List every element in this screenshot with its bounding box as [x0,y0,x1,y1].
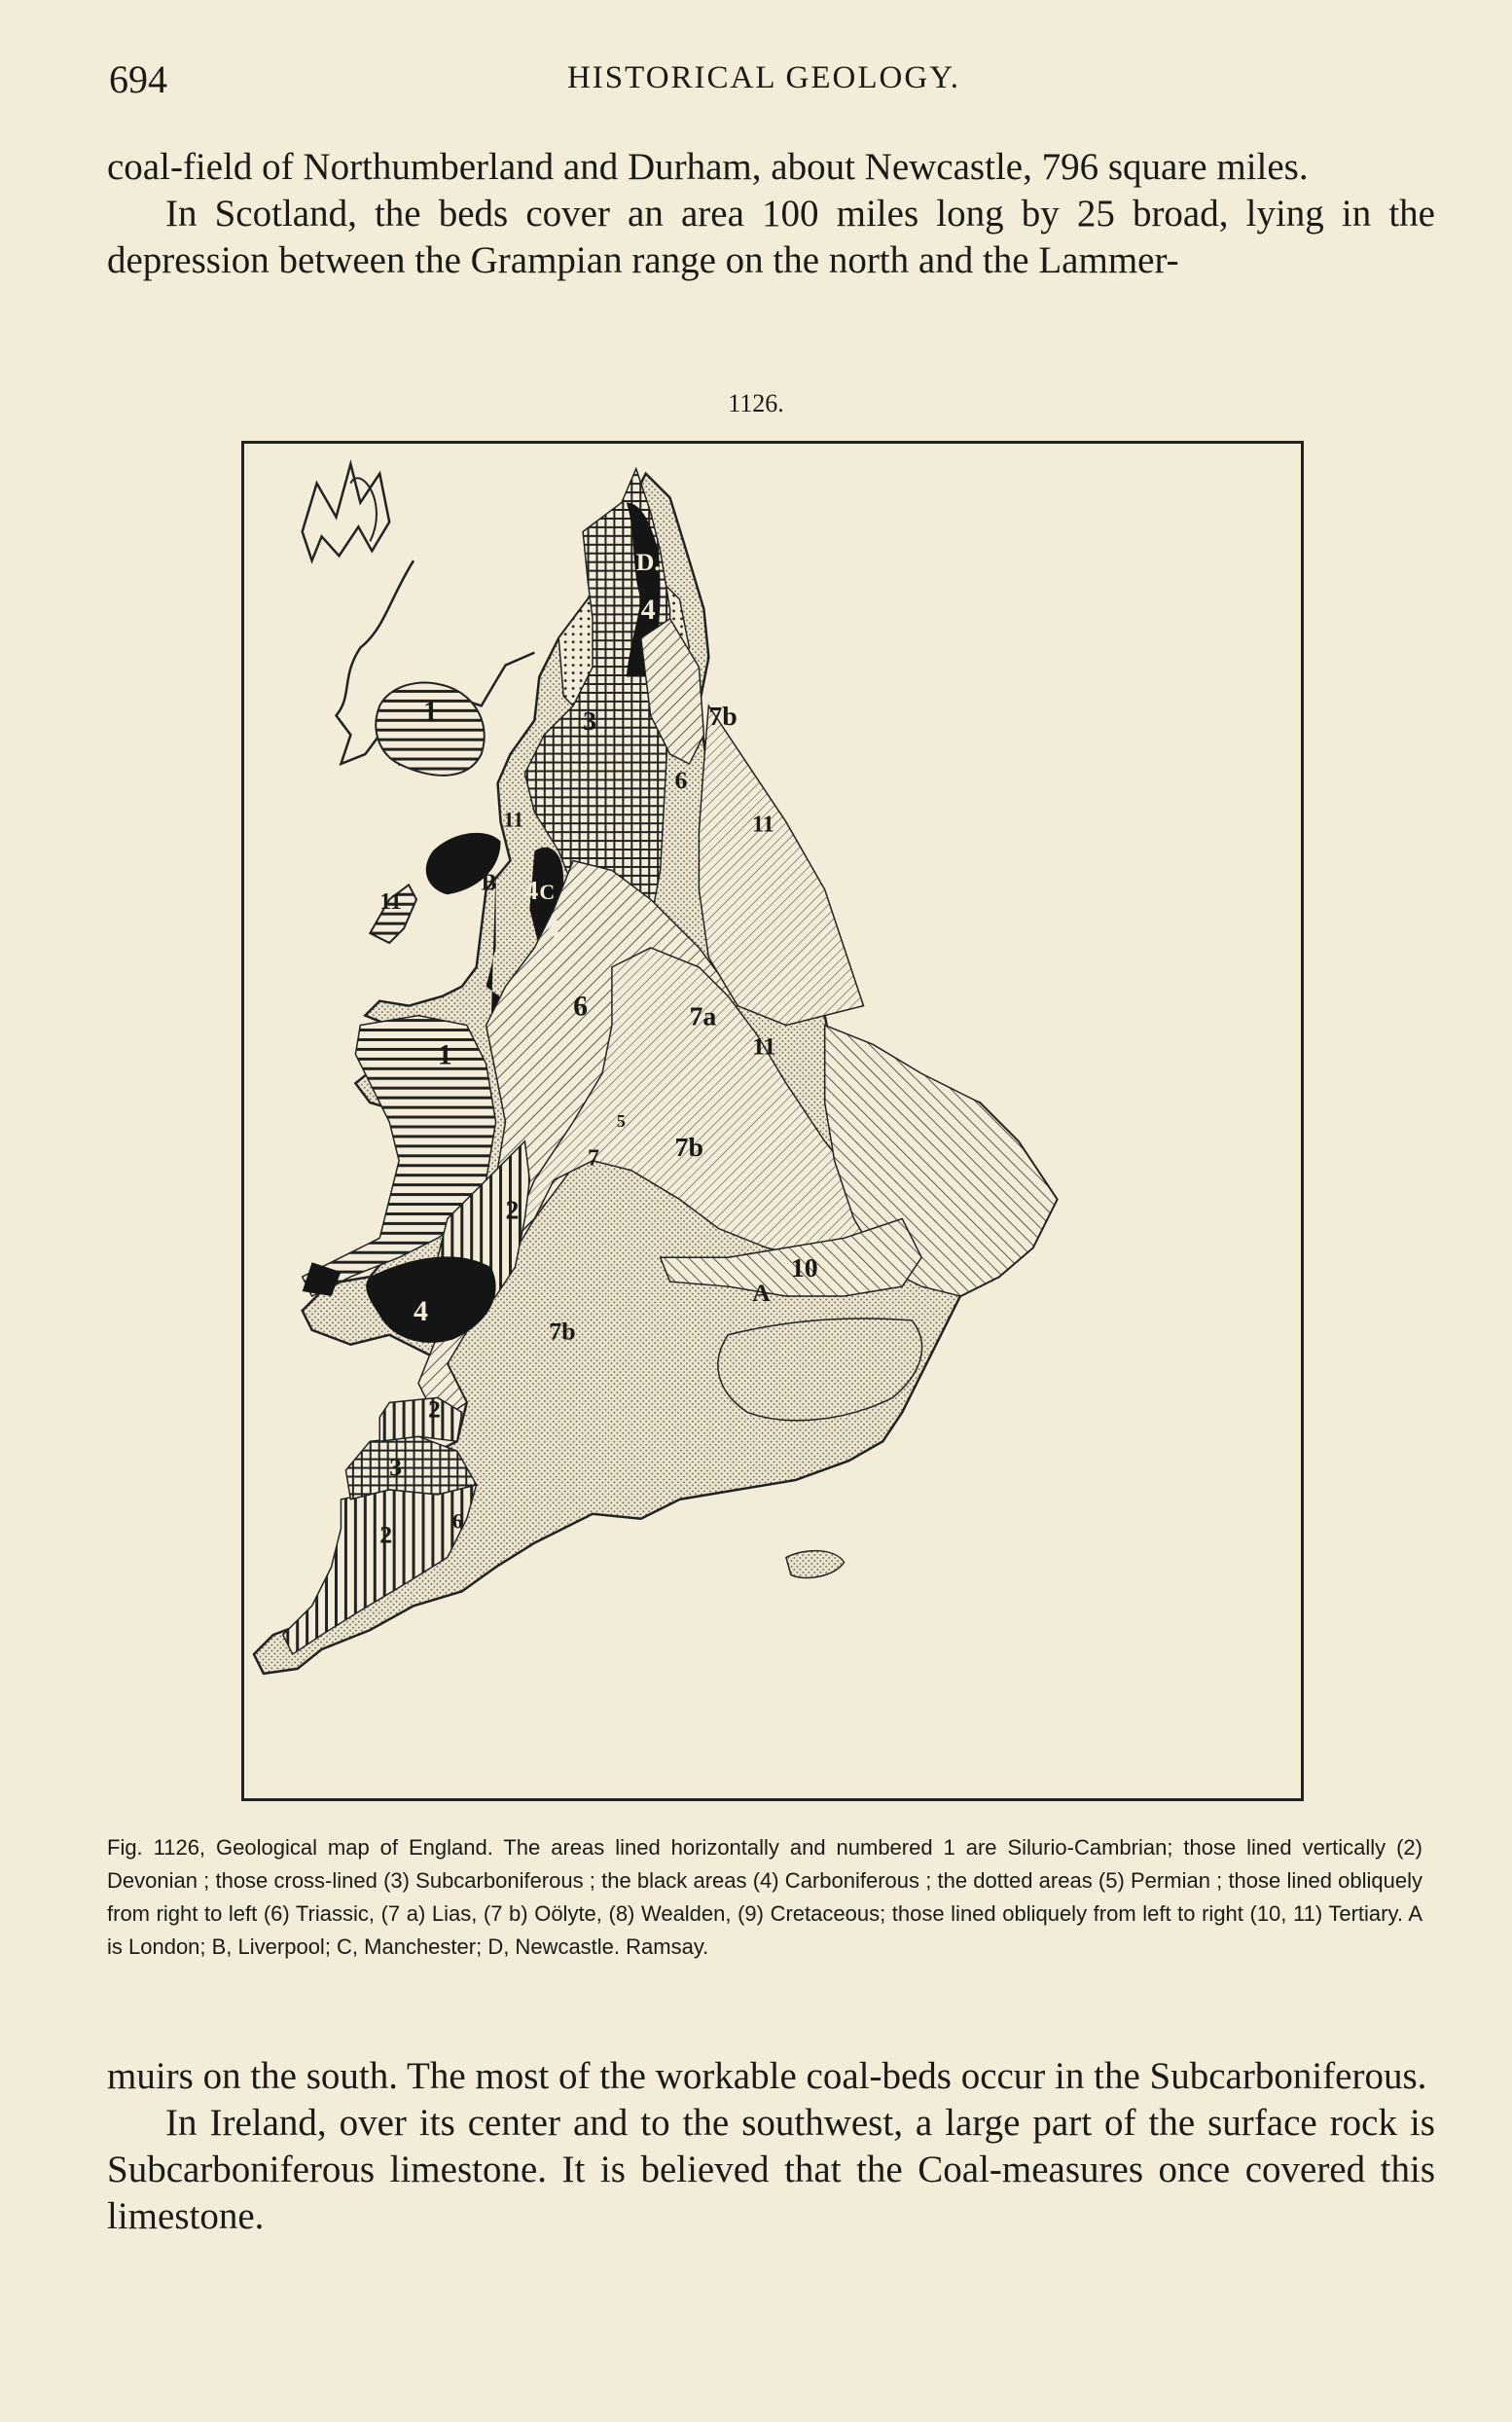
label-6-north: 6 [674,765,688,794]
label-11-east: 11 [752,1031,776,1061]
label-4-newcastle: 4 [640,593,656,626]
label-4-west: 4 [524,876,539,907]
label-2-devon: 2 [427,1394,441,1424]
label-d: D. [635,548,661,577]
label-11-north: 11 [752,812,774,838]
label-4-east: 4 [546,915,560,946]
label-3-devon: 3 [389,1452,403,1481]
label-5: 5 [616,1110,626,1131]
label-7b-mid: 7b [674,1132,703,1163]
label-7-small: 7 [588,1145,599,1172]
label-3-north: 3 [583,706,596,738]
label-1-wales: 1 [437,1038,452,1071]
paragraph: In Scotland, the beds cover an area 100 miles long by 25 broad, lying in the depression between the Grampian range on the north and the Lammer- [107,193,1435,281]
label-2-cornwall: 2 [379,1520,393,1549]
geological-map [241,441,1304,1801]
label-b: B [481,870,497,896]
body-text-top [107,144,1435,284]
label-7b-south: 7b [549,1317,576,1346]
label-11-west: 11 [503,808,524,832]
label-10: 10 [790,1253,818,1284]
paragraph: muirs on the south. The most of the workable coal-beds occur in the Subcarboniferous. [107,2055,1427,2097]
body-text-bottom [107,2053,1435,2240]
figure-number: 1126. [728,389,784,417]
label-2-wales: 2 [505,1195,520,1226]
label-11-isle: 11 [379,889,402,916]
label-4-south-wales: 4 [414,1294,428,1327]
geological-map-drawing [244,444,1301,1798]
label-1-north: 1 [422,695,438,728]
paragraph: coal-field of Northumberland and Durham, about Newcastle, 796 square miles. [107,146,1309,188]
running-title: HISTORICAL GEOLOGY. [566,60,961,95]
region-devonian-north-devon [379,1397,462,1441]
page-number: 694 [109,57,167,101]
label-6-south: 6 [451,1509,463,1534]
isle-of-wight [786,1551,845,1578]
paragraph: In Ireland, over its center and to the southwest, a large part of the surface rock is Subcarboniferous limestone. It is believed that the Coal-measures once covered this limestone. [107,2102,1435,2237]
label-c: C [539,881,556,905]
page-header [97,56,1430,105]
label-6-mid: 6 [573,990,589,1023]
label-7b-north: 7b [708,702,738,733]
region-lias-oolyte-east [699,705,863,1025]
label-7a-mid: 7a [689,1001,717,1032]
figure-caption: Fig. 1126, Geological map of England. The areas lined horizontally and numbered 1 are Silurio-Cambrian; those lined vertically (2) Devonian ; those cross-lined (3) Subcarboniferous ; the black areas (4) Carboniferous ; the dotted areas (5) Permian ; those lined obliquely from right to left (6) Triassic, (7 a) Lias, (7 b) Oölyte, (8) Wealden, (9) Cretaceous; those lined obliquely from left to right (10, 11) Tertiary. A is London; B, Liverpool; C, Manchester; D, Newcastle. Ramsay. [107,1835,1422,1959]
label-a: A [752,1278,771,1307]
